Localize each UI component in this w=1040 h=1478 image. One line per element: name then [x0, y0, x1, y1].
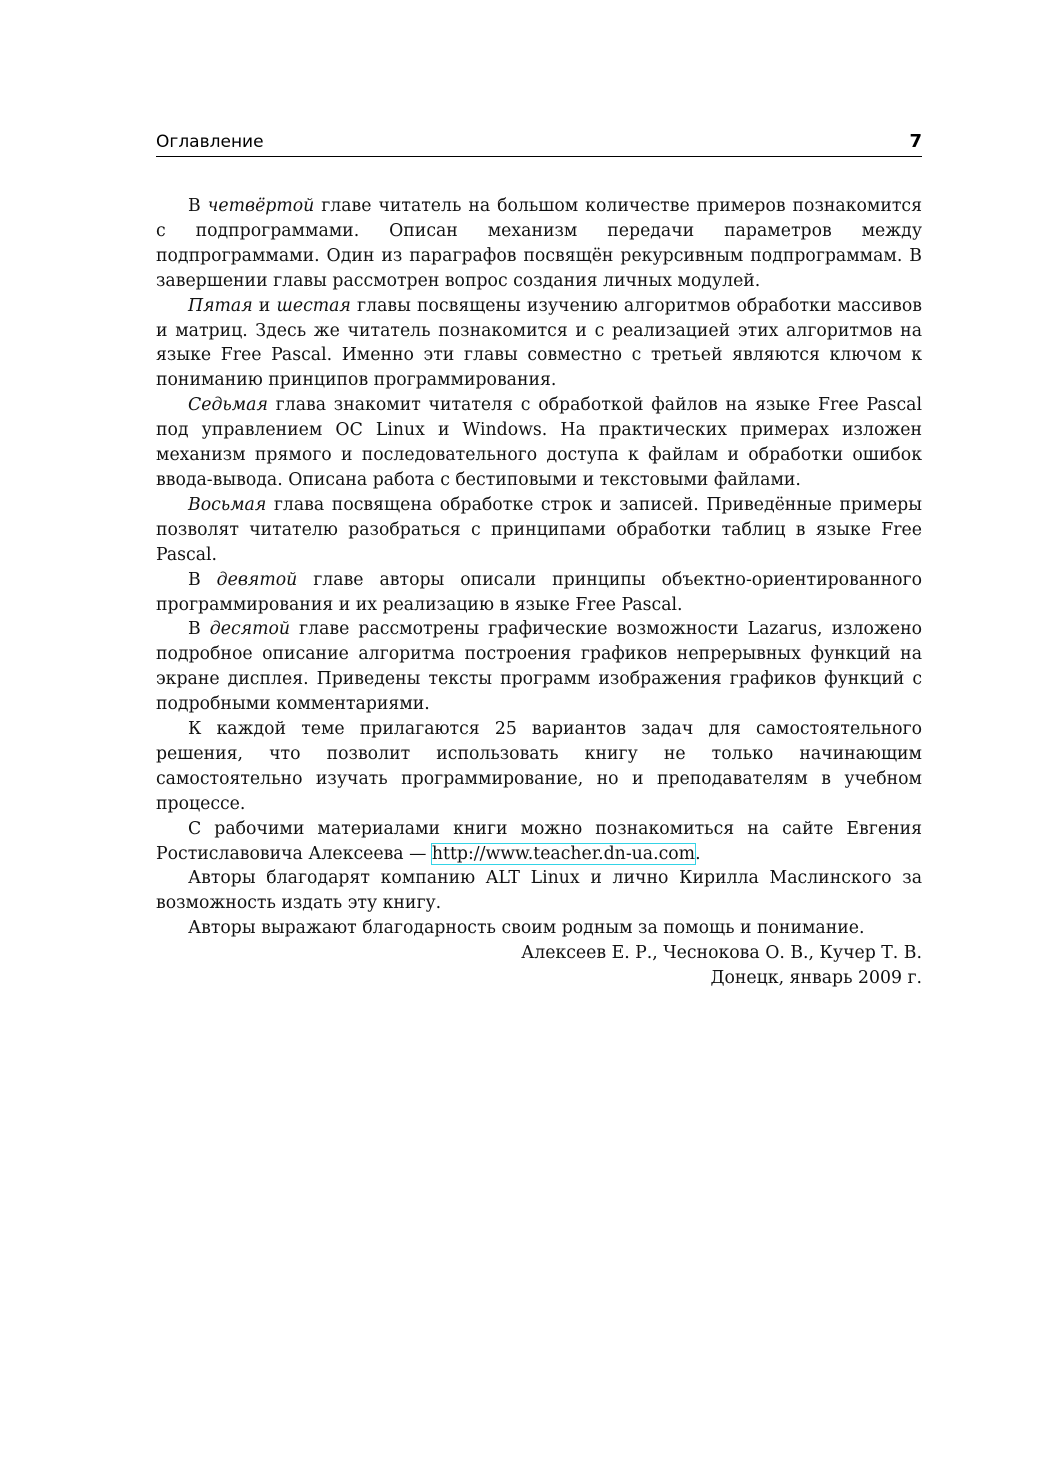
paragraph-chapter-7 [156, 393, 922, 493]
para-text: главе читатель на большом количестве примеров познакомится с подпрограммами. Описан механизм передачи параметров между подпрограммами. Один из параграфов посвящён рекурсивным подпрограммам. В завершении главы рассмотрен вопрос создания личных модулей. [156, 196, 922, 291]
para-text: главы посвящены изучению алгоритмов обработки массивов и матриц. Здесь же читатель познакомится и с реализацией этих алгоритмов на языке Free Pascal. Именно эти главы совместно с третьей являются ключом к пониманию принципов программирования. [156, 295, 922, 391]
paragraph-exercises [156, 717, 922, 817]
paragraph-thanks-alt [156, 866, 922, 916]
para-text: и [252, 295, 277, 316]
para-text: В [188, 619, 210, 640]
emphasis: Пятая [188, 295, 253, 316]
emphasis: Седьмая [188, 395, 268, 416]
emphasis: десятой [209, 619, 290, 640]
para-text: В [188, 196, 208, 216]
emphasis: четвёртой [207, 196, 315, 216]
para-text: Авторы выражают благодарность своим родным за помощь и понимание. [188, 918, 865, 939]
para-text: глава знакомит читателя с обработкой файлов на языке Free Pascal под управлением ОС Linux и Windows. На практических примерах изложен механизм прямого и последовательного доступа к файлам и обработки ошибок ввода-вывода. Описана работа с бестиповыми и текстовыми файлами. [156, 395, 922, 490]
para-text: . [695, 843, 701, 864]
emphasis: шестая [276, 295, 351, 316]
paragraph-chapter-10 [156, 617, 922, 717]
para-text: главе авторы описали принципы объектно-ориентированного программирования и их реализацию в языке Free Pascal. [156, 569, 922, 615]
para-text: С рабочими материалами книги можно познакомиться на сайте Евгения Ростиславовича Алексеева — [156, 818, 922, 864]
para-text: В [188, 569, 217, 590]
para-text: главе рассмотрены графические возможности Lazarus, изложено подробное описание алгоритма построения графиков непрерывных функций на экране дисплея. Приведены тексты программ изображения графиков функций с подробными комментариями. [156, 619, 922, 715]
running-header [156, 128, 922, 157]
para-text: Авторы благодарят компанию ALT Linux и лично Кирилла Маслинского за возможность издать эту книгу. [156, 868, 922, 914]
paragraph-chapter-4 [156, 194, 922, 294]
paragraph-chapters-5-6 [156, 294, 922, 394]
paragraph-chapter-9 [156, 568, 922, 618]
paragraph-thanks-family [156, 916, 922, 941]
emphasis: Восьмая [188, 494, 267, 515]
page-number: 7 [909, 131, 922, 152]
signature-authors: Алексеев Е. Р., Чеснокова О. В., Кучер Т. В. [521, 943, 922, 964]
website-link[interactable]: http://www.teacher.dn-ua.com [431, 843, 696, 864]
paragraph-website [156, 817, 922, 867]
para-text: К каждой теме прилагаются 25 вариантов задач для самостоятельного решения, что позволит использовать книгу не только начинающим самостоятельно изучать программирование, но и преподавателям в учебном процессе. [156, 719, 922, 814]
body-text [156, 194, 922, 991]
signature-place-date: Донецк, январь 2009 г. [710, 968, 922, 989]
para-text: глава посвящена обработке строк и записей. Приведённые примеры позволят читателю разобраться с принципами обработки таблиц в языке Free Pascal. [156, 494, 922, 565]
emphasis: девятой [216, 569, 298, 590]
paragraph-chapter-8 [156, 493, 922, 568]
header-title: Оглавление [156, 132, 264, 152]
